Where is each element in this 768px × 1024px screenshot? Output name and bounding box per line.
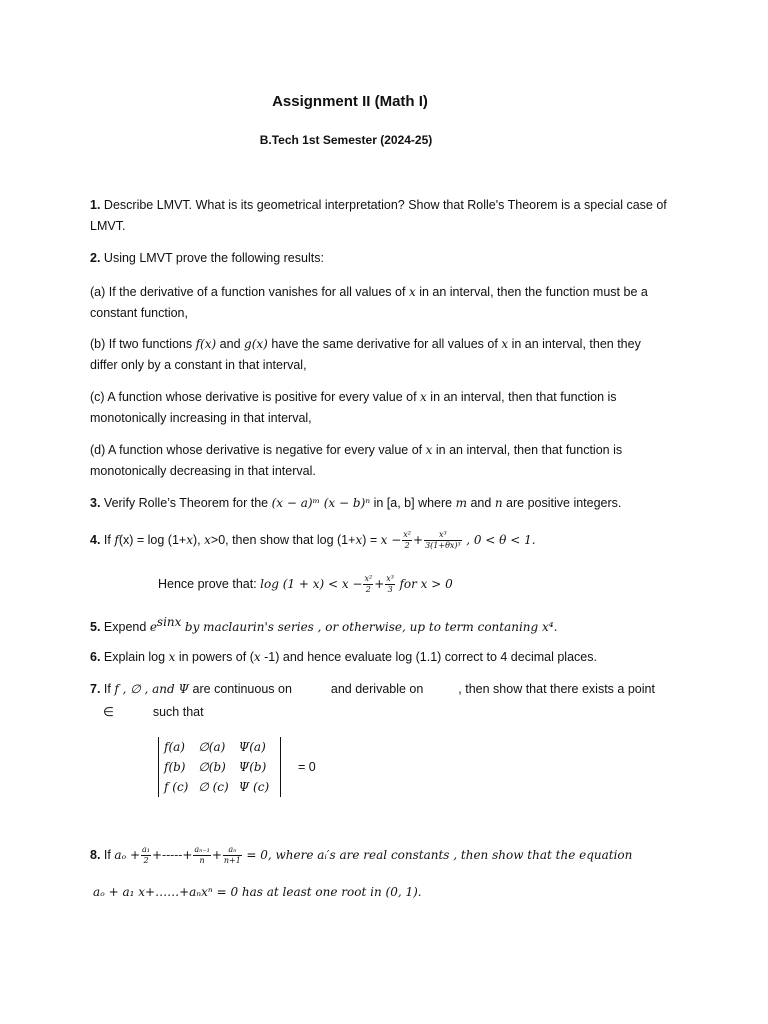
question-2b [90,334,680,376]
q7-pre: If [103,682,111,696]
det-cell: f (c) [164,780,189,794]
q7-post: , then show that there exists a point [458,682,655,696]
q4-hf2-num: x³ [386,574,394,584]
q2b-and: and [219,337,241,351]
q1-line1: Describe LMVT. What is its geometrical interpretation? Show that Rolle's Theorem is a special case of [103,198,667,212]
q2b-f: f(x) [195,337,217,351]
q4-rhs-x: x − [380,533,402,547]
q8-plus: + [211,848,222,862]
q2d-line2: monotonically decreasing in that interval. [90,464,316,478]
q6-post: -1) and hence evaluate log (1.1) correct to 4 decimal places. [264,650,597,664]
determinant-equals: = 0 [298,760,316,774]
question-5 [90,612,680,638]
q3-post: are positive integers. [506,496,622,510]
det-cell: Ψ(a) [238,740,266,754]
q1-line2: LMVT. [90,219,126,233]
q2-number: 2. [90,251,101,265]
question-2a [90,282,680,324]
q8-fraction-2 [193,845,210,866]
q7-continuous: are continuous on [192,682,292,696]
q2d-var: x [425,443,433,457]
q4-f: f [114,533,119,547]
q8-f2-num: aₙ₋₁ [194,845,210,855]
q8-f3-num: aₙ [223,845,242,856]
question-3 [90,493,680,514]
q3-expression: (x − a)ᵐ (x − b)ⁿ [271,496,371,510]
q8-f1-num: a₁ [142,845,150,855]
q3-and: and [470,496,492,510]
q7-number: 7. [90,682,101,696]
q7-in-symbol: ∈ [103,705,114,719]
q4-hf2-den: 3 [387,585,393,595]
semester-subtitle: B.Tech 1st Semester (2024-25) [259,133,433,147]
q4-hence-label: Hence prove that: [158,577,257,591]
det-cell: ∅(b) [198,760,226,774]
question-2c [90,387,680,429]
q2a-line2: constant function, [90,306,188,320]
q6-x2: x [253,650,261,664]
det-row [162,777,277,797]
question-2 [90,248,680,269]
q2b-post: in an interval, then they [511,337,641,351]
q4-x3: x [355,533,363,547]
question-8 [90,845,690,866]
q4-hf1-den: 2 [365,585,371,595]
q5-base: e [149,620,157,635]
q2c-post: in an interval, then that function is [430,390,617,404]
question-2d [90,440,680,482]
q5-post: by maclaurin's series , or otherwise, up to term contaning x⁴. [184,620,558,635]
q2b-mid: have the same derivative for all values of [271,337,498,351]
q2b-line2: differ only by a constant in that interval, [90,358,307,372]
q3-m: m [455,496,467,510]
q5-exponent: sinx [156,615,182,629]
determinant [158,737,281,797]
q4-eq2: ), [192,533,201,547]
q8-f2-den: n [199,856,205,866]
q4-hence-post: for x > 0 [399,577,453,591]
q8-line2: aₒ + a₁ x+……+aₙxⁿ = 0 has at least one root in (0, 1). [93,885,422,899]
q4-hence-fraction-2 [385,574,395,595]
question-4-hence [158,574,748,595]
det-cell: Ψ (c) [238,780,270,794]
q8-post: = 0, where aᵢ′s are real constants , then show that the equation [246,848,633,862]
q4-number: 4. [90,533,101,547]
q3-n: n [494,496,503,510]
q8-a0: aₒ + [114,848,141,862]
q4-plus: + [413,533,424,547]
q4-frac2-num: x³ [424,530,462,541]
q2a-text: (a) If the derivative of a function vanishes for all values of [90,285,406,299]
q2b-text: (b) If two functions [90,337,193,351]
question-7-line2 [103,702,693,723]
question-1 [90,195,680,237]
q2b-var: x [501,337,509,351]
q4-hence-fraction-1 [363,574,373,595]
q4-fraction-1 [402,530,412,551]
q3-pre: Verify Rolle’s Theorem for the [103,496,269,510]
question-6 [90,647,680,668]
det-cell: f(a) [164,740,185,754]
q8-fraction-1 [141,845,151,866]
question-4 [90,530,680,551]
q4-frac1-num: x² [403,530,411,540]
question-8-line2 [93,882,683,903]
q2d-text: (d) A function whose derivative is negative for every value of [90,443,423,457]
question-7 [90,679,690,700]
det-row [162,737,277,757]
q8-number: 8. [90,848,101,862]
q8-f1-den: 2 [143,856,149,866]
q6-x: x [168,650,176,664]
q8-fraction-3 [223,845,242,866]
q4-x1: x [186,533,193,547]
q8-f3-den: n+1 [223,856,241,866]
q7-such-that: such that [152,705,204,719]
q4-hplus: + [374,577,385,591]
q4-condition: , 0 < θ < 1. [466,533,536,547]
q4-frac1-den: 2 [404,541,410,551]
q4-hence-expr: log (1 + x) < x − [260,577,363,591]
q4-pre: If [103,533,111,547]
q7-functions: f , ∅ , and Ψ [114,682,190,696]
q2a-var: x [408,285,416,299]
q4-frac2-den: 3(1+θx)³ [425,541,461,551]
q6-pre: Explain log [103,650,166,664]
q5-number: 5. [90,620,101,635]
det-cell: ∅(a) [198,740,226,754]
det-cell: Ψ(b) [238,760,267,774]
det-cell: f(b) [164,760,186,774]
q3-number: 3. [90,496,101,510]
q4-eq1: (x) = log (1+ [118,533,187,547]
q6-number: 6. [90,650,101,664]
q4-x2: x [204,533,211,547]
det-row [162,757,277,777]
q5-pre: Expend [103,620,147,635]
q7-derivable: and derivable on [330,682,424,696]
q6-mid: in powers of ( [178,650,254,664]
q2b-g: g(x) [244,337,268,351]
q4-hf1-num: x² [364,574,373,584]
q8-pre: If [103,848,111,862]
q2a-text-post: in an interval, then the function must be a [419,285,648,299]
q2d-post: in an interval, then that function is [435,443,623,457]
q2c-var: x [420,390,427,404]
q3-mid: in [a, b] where [373,496,453,510]
assignment-title: Assignment II (Math I) [272,93,428,110]
q1-number: 1. [90,198,101,212]
det-cell: ∅ (c) [198,780,229,794]
q4-eq3: >0, then show that log (1+ [210,533,356,547]
q2-text: Using LMVT prove the following results: [103,251,324,265]
q8-dots: +-----+ [152,848,193,862]
q2c-text: (c) A function whose derivative is positive for every value of [90,390,417,404]
q2c-line2: monotonically increasing in that interval, [90,411,312,425]
q4-fraction-2 [424,530,462,551]
q4-eq4: ) = [362,533,378,547]
